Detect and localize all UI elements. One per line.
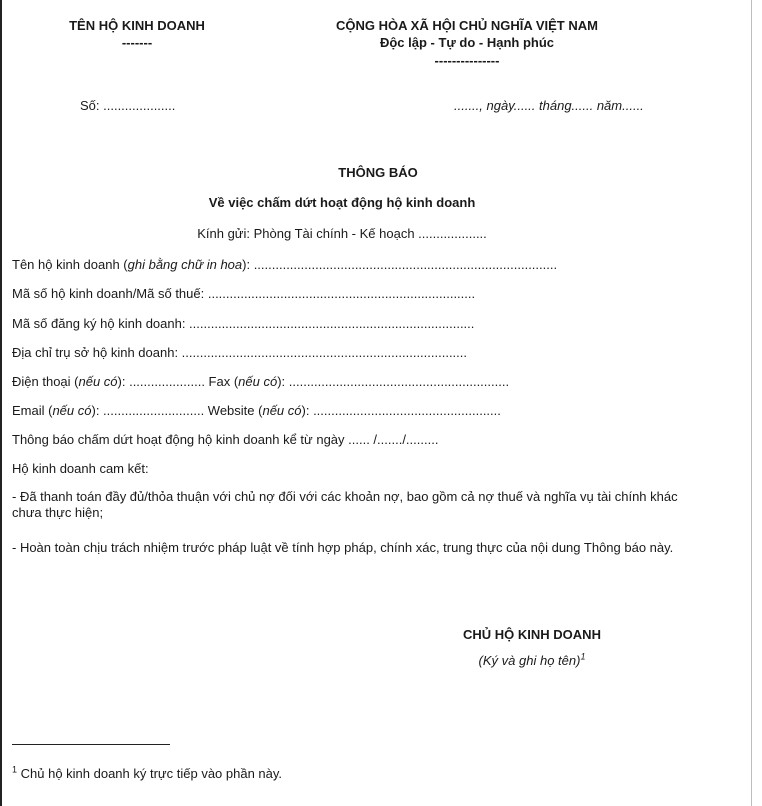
signature-footnote-ref: 1 — [580, 651, 586, 662]
field-website-if-any: nếu có — [262, 403, 302, 418]
field-website-suffix: ): .................................................... — [301, 403, 501, 418]
signature-note — [412, 653, 652, 668]
commitment-item-1: - Đã thanh toán đầy đủ/thỏa thuận với chủ nợ đối với các khoản nợ, bao gồm cả nợ thuế và nghĩa vụ tài chính khác chưa thực hiện; — [12, 489, 678, 520]
document-date: ......., ngày...... tháng...... năm...... — [454, 98, 644, 113]
signature-note-text: (Ký và ghi họ tên) — [478, 653, 581, 668]
field-email-prefix: Email ( — [12, 403, 53, 418]
country-name: CỘNG HÒA XÃ HỘI CHỦ NGHĨA VIỆT NAM — [336, 18, 598, 33]
recipient-line: Kính gửi: Phòng Tài chính - Kế hoạch ................... — [197, 226, 487, 241]
field-tax-code: Mã số hộ kinh doanh/Mã số thuế: .......................................................................... — [12, 286, 476, 301]
document-subtitle: Về việc chấm dứt hoạt động hộ kinh doanh — [208, 195, 476, 210]
footnote-text: Chủ hộ kinh doanh ký trực tiếp vào phần này. — [17, 766, 283, 781]
signature-title: CHỦ HỘ KINH DOANH — [463, 627, 601, 642]
document-title: THÔNG BÁO — [338, 165, 418, 180]
field-phone-if-any: nếu có — [78, 374, 118, 389]
field-address: Địa chỉ trụ sở hộ kinh doanh: ............................................................................... — [12, 345, 468, 360]
commitment-heading: Hộ kinh doanh cam kết: — [12, 461, 149, 476]
field-fax-suffix: ): ............................................................. — [277, 374, 510, 389]
commitment-item-2: - Hoàn toàn chịu trách nhiệm trước pháp luật về tính hợp pháp, chính xác, trung thực của nội dung Thông báo này. — [12, 540, 674, 555]
footnote-divider — [12, 744, 170, 745]
field-business-name-note: ghi bằng chữ in hoa — [127, 257, 243, 272]
field-business-name-suffix: ): .................................................................................... — [242, 257, 558, 272]
business-name-dash: ------- — [121, 35, 153, 50]
field-email-if-any: nếu có — [52, 403, 92, 418]
field-business-name-prefix: Tên hộ kinh doanh ( — [12, 257, 128, 272]
field-phone-prefix: Điện thoại ( — [12, 374, 79, 389]
field-registration-code: Mã số đăng ký hộ kinh doanh: ............................................................................... — [12, 316, 475, 331]
business-name-header — [42, 18, 232, 50]
field-termination-date: Thông báo chấm dứt hoạt động hộ kinh doanh kể từ ngày ...... /......./......... — [12, 432, 439, 447]
national-header — [302, 18, 632, 68]
field-fax-if-any: nếu có — [238, 374, 278, 389]
national-motto: Độc lập - Tự do - Hạnh phúc — [379, 35, 555, 50]
field-email-suffix: ): ............................ Website ( — [91, 403, 263, 418]
footnote-ref: 1 — [12, 764, 18, 775]
field-phone-suffix: ): ..................... Fax ( — [117, 374, 239, 389]
motto-dash: --------------- — [434, 53, 500, 68]
field-phone-fax — [12, 374, 509, 389]
business-name-label: TÊN HỘ KINH DOANH — [69, 18, 205, 33]
field-business-name — [12, 257, 557, 272]
footnote — [12, 766, 282, 781]
document-number: Số: .................... — [80, 98, 176, 113]
field-email-website — [12, 403, 501, 418]
